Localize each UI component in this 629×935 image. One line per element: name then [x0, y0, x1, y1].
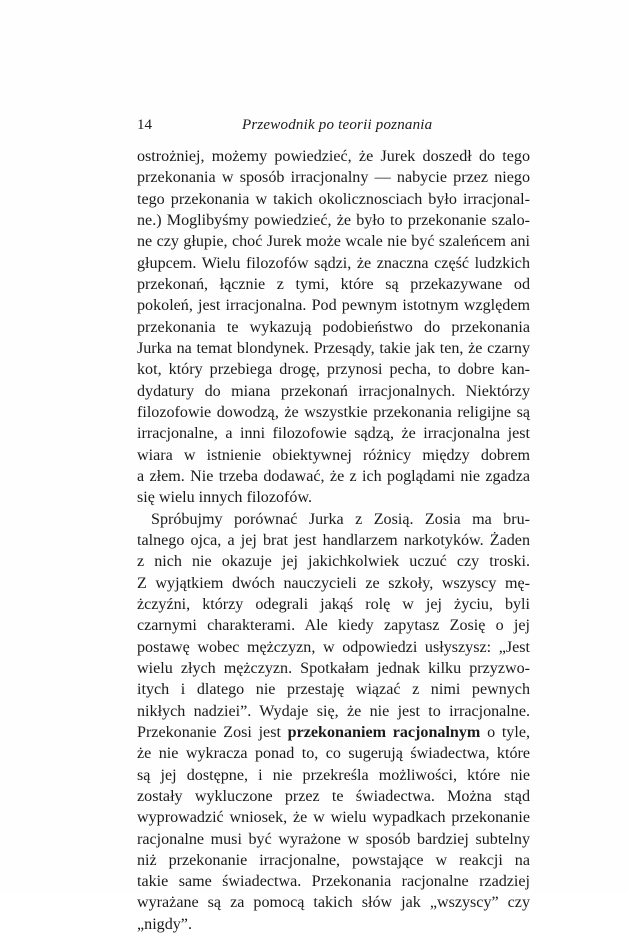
text-line: dydatury do miana przekonań irracjonalnych. Niektórzy: [137, 382, 530, 400]
text-line: tego przekonania w takich okolicznosciach było irracjonal-: [137, 190, 530, 208]
text-line: „nigdy”.: [137, 915, 192, 933]
text-line: się wielu innych filozofów.: [137, 489, 313, 507]
text-line: głupcem. Wielu filozofów sądzi, że znaczna część ludzkich: [137, 254, 530, 272]
text-line: wyprowadzić wniosek, że w wielu wypadkach przekonanie: [137, 809, 530, 827]
text-line: irracjonalne, a inni filozofowie sądzą, że irracjonalna jest: [137, 425, 530, 443]
text-line: ne.) Moglibyśmy powiedzieć, że było to przekonanie szalo-: [137, 211, 530, 229]
text-line: a złem. Nie trzeba dodawać, że z ich poglądami nie zgadza: [137, 467, 530, 485]
text-line: z nich nie okazuje jej jakichkolwiek uczuć czy troski.: [137, 553, 530, 571]
text-line: że nie wykracza ponad to, co sugerują świadectwa, które: [137, 745, 530, 763]
text-line: itych i dlatego nie przestaję wiązać z nimi pewnych: [137, 681, 530, 699]
text-line: niż przekonanie irracjonalne, powstające w reakcji na: [137, 851, 530, 869]
text-line: ne czy głupie, choć Jurek może wcale nie być szaleńcem ani: [137, 233, 530, 251]
page-header: [137, 117, 530, 137]
text-line: ostrożniej, możemy powiedzieć, że Jurek doszedł do tego: [137, 148, 530, 165]
text-line: takie same świadectwa. Przekonania racjonalne rzadziej: [137, 873, 530, 891]
page-number: 14: [137, 117, 152, 133]
text-line: talnego ojca, a jej brat jest handlarzem narkotyków. Żaden: [137, 531, 530, 549]
text-line: czarnymi charakterami. Ale kiedy zapytasz Zosię o jej: [137, 617, 530, 635]
text-line: wiara w istnienie obiektywnej różnicy między dobrem: [137, 446, 530, 464]
text-line-with-term: [137, 722, 530, 743]
text-line: są jej dostępne, i nie przekreśla możliwości, które nie: [137, 766, 530, 784]
text-line: postawę wobec mężczyzn, w odpowiedzi usłyszysz: „Jest: [137, 638, 530, 656]
line-suffix: o tyle,: [487, 723, 530, 741]
text-line: Z wyjątkiem dwóch nauczycieli ze szkoły, wszyscy mę-: [137, 574, 530, 592]
text-line: filozofowie dowodzą, że wszystkie przekonania religijne są: [137, 403, 530, 421]
text-line: zostały wykluczone przez te świadectwa. Można stąd: [137, 787, 530, 805]
body-text: [137, 146, 530, 935]
text-line: przekonania w sposób irracjonalny — nabycie przez niego: [137, 169, 530, 187]
text-line: przekonań, łącznie z tymi, które są przekazywane od: [137, 275, 530, 293]
text-line: wielu złych mężczyzn. Spotkałam jednak kilku przyzwo-: [137, 659, 530, 677]
running-title: Przewodnik po teorii poznania: [242, 117, 433, 133]
text-line: wyrażane są za pomocą takich słów jak „wszyscy” czy: [137, 894, 530, 912]
text-line: kot, który przebiega drogę, przynosi pecha, to dobre kan-: [137, 361, 530, 379]
line-prefix: Przekonanie Zosi jest: [137, 723, 281, 741]
text-line: żczyźni, którzy odegrali jakąś rolę w jej życiu, byli: [137, 595, 530, 613]
text-line: nikłych nadziei”. Wydaje się, że nie jest to irracjonalne.: [137, 702, 530, 720]
key-term: przekonaniem racjonalnym: [287, 723, 481, 741]
text-line: przekonania te wykazują podobieństwo do przekonania: [137, 318, 530, 336]
text-line: Spróbujmy porównać Jurka z Zosią. Zosia ma bru-: [151, 510, 530, 528]
text-line: Jurka na temat blondynek. Przesądy, takie jak ten, że czarny: [137, 339, 530, 357]
text-line: racjonalne musi być wyrażone w sposób bardziej subtelny: [137, 830, 530, 848]
text-line: pokoleń, jest irracjonalna. Pod pewnym istotnym względem: [137, 297, 530, 315]
